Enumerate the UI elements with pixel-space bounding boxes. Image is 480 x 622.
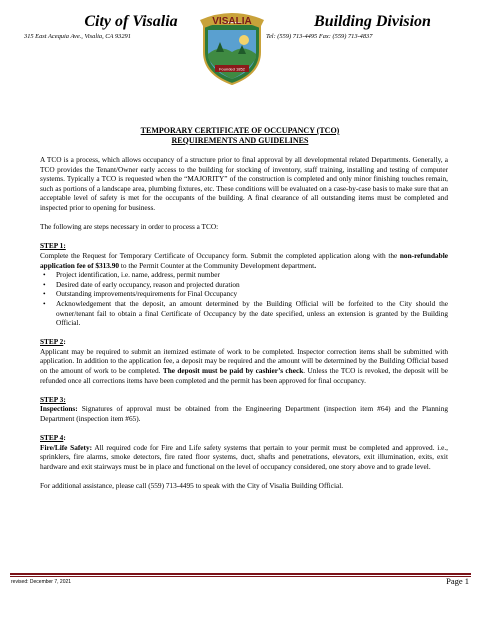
step-3-text: Inspections: Signatures of approval must be obtained from the Engineering Department (inspection item #64) and the Planning Department (inspection item #65). <box>40 404 448 424</box>
city-address: 315 East Acequia Ave., Visalia, CA 93291 <box>24 33 131 40</box>
list-item: • Desired date of early occupancy, reason and projected duration <box>56 280 448 290</box>
logo-text: VISALIA <box>212 16 252 27</box>
intro-paragraph: A TCO is a process, which allows occupancy of a structure prior to final approval by all developmental related Departments. Generally, a TCO provides the Tenant/Owner early access to the building for stocking of inventory, staff training, installing and testing of computer systems. Typically a TCO is requested when the “MAJORITY” of the construction is completed and only minor finishing touches remain, such as portions of a landscape area, plumbing fixtures, etc. These conditions will be evaluated on a case-by-case basis to make sure that an acceptable level of safety is met for the occupants of the building. A final clearance of all outstanding items must be completed and inspected prior to opening for business. <box>40 155 448 212</box>
step-2-heading: STEP 2: <box>40 337 66 347</box>
division-contact: Tel: (559) 713-4495 Fax: (559) 713-4837 <box>266 33 373 40</box>
title-line-1: TEMPORARY CERTIFICATE OF OCCUPANCY (TCO) <box>140 126 340 135</box>
step-3-heading: STEP 3: <box>40 394 66 404</box>
step-3-label: Inspections: <box>40 404 78 414</box>
step-1-list <box>40 270 448 328</box>
step-4-text: Fire/Life Safety: All required code for Fire and Life safety systems that pertain to your permit must be completed and approved. i.e., sprinklers, fire alarms, smoke detectors, fire rated floor systems, duct, shafts and penetrations, elevators, exit illumination, exits, exit hardware and exit stairways must be in place and functional on the level of occupancy considered, one story above and to grade level. <box>40 442 448 471</box>
footer-rule-thick <box>10 573 471 575</box>
footer-rule-thin <box>10 576 471 577</box>
title-line-2: REQUIREMENTS AND GUIDELINES <box>171 135 309 145</box>
step-2-bold: The deposit must be paid by cashier’s check <box>162 366 304 376</box>
step-1-heading: STEP 1: <box>40 241 66 251</box>
document-title <box>0 126 480 145</box>
list-item: • Outstanding improvements/requirements for Final Occupancy <box>56 289 448 299</box>
city-name: City of Visalia <box>84 13 178 30</box>
closing-paragraph: For additional assistance, please call (559) 713-4495 to speak with the City of Visalia Building Official. <box>40 481 344 491</box>
step-2-text: Applicant may be required to submit an itemized estimate of work to be completed. Inspector correction items shall be submitted with application. In addition to the application fee, a deposit may be required and the amount will be determined by the Building Official based on the amount of work to be completed. The deposit must be paid by cashier’s check. Unless the TCO is revoked, the deposit will be refunded once all corrections items have been completed and the permit has been approved for final occupancy. <box>40 346 448 385</box>
list-item: • Project identification, i.e. name, address, permit number <box>56 270 448 280</box>
visalia-logo <box>198 8 266 86</box>
step-4-label: Fire/Life Safety: <box>40 442 93 452</box>
header-left <box>24 12 196 41</box>
revised-date: revised: December 7, 2021 <box>11 579 72 585</box>
header-right <box>266 12 475 41</box>
document-body <box>40 155 448 491</box>
page-number: Page 1 <box>446 576 469 586</box>
step-1-fee: non-refundable application fee of $313.90 <box>40 250 448 270</box>
step-4-heading: STEP 4: <box>40 433 66 443</box>
list-item: • Acknowledgement that the deposit, an amount determined by the Building Official will be forfeited to the City should the owner/tenant fail to obtain a final Certificate of Occupancy by the date specified, unless an extension is granted by the Building Official. <box>56 299 448 328</box>
division-name: Building Division <box>314 13 431 30</box>
step-1-text: Complete the Request for Temporary Certificate of Occupancy form. Submit the completed application along with the non-refundable application fee of $313.90 to the Permit Counter at the Community Development department. <box>40 250 448 270</box>
steps-intro: The following are steps necessary in order to process a TCO: <box>40 222 219 232</box>
logo-founded: Founded 1852 <box>219 66 245 72</box>
